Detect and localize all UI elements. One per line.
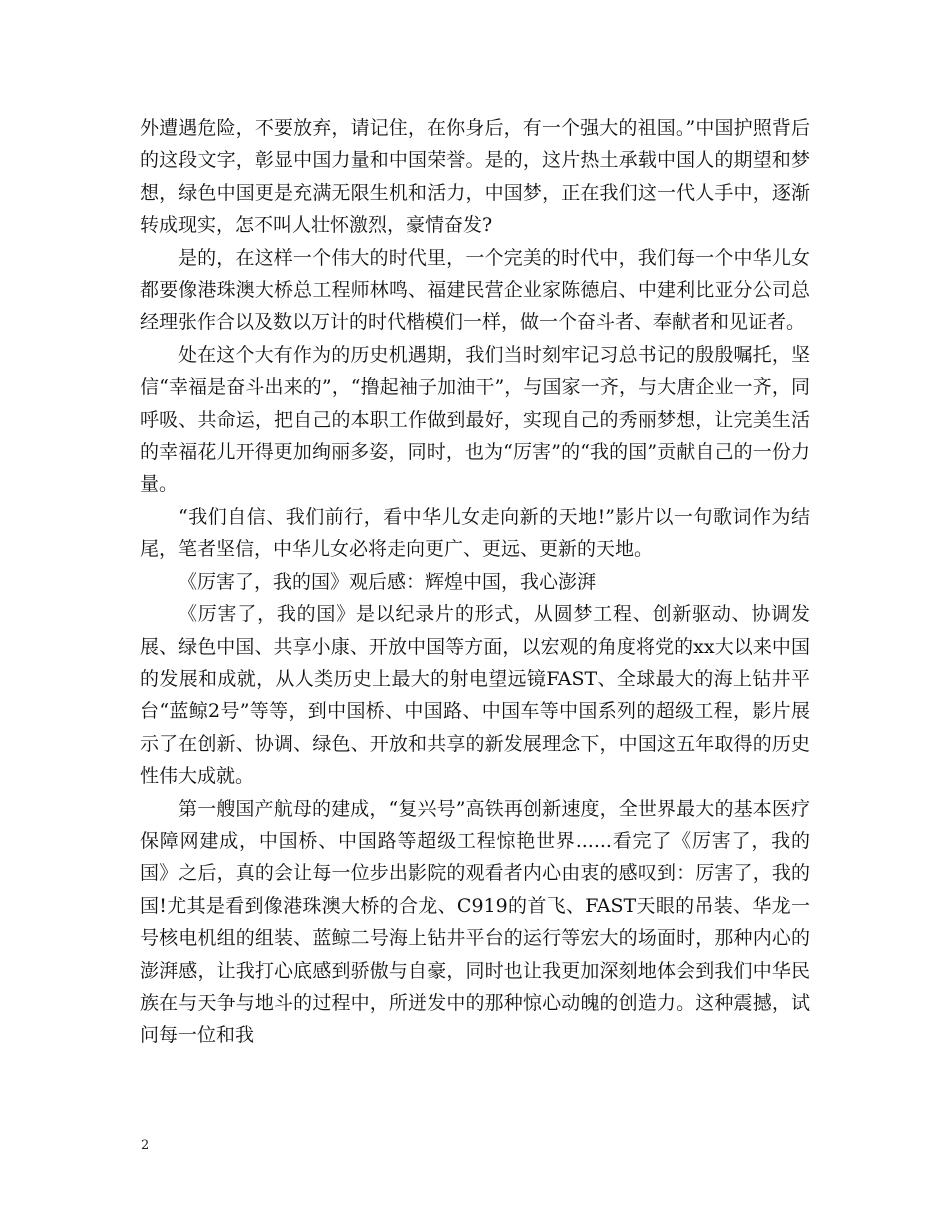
paragraph: 《厉害了，我的国》是以纪录片的形式，从圆梦工程、创新驱动、协调发展、绿色中国、共享小康、开放中国等方面，以宏观的角度将党的xx大以来中国的发展和成就，从人类历史上最大的射电望远镜FAST、全球最大的海上钻井平台“蓝鲸2号”等等，到中国桥、中国路、中国车等中国系列的超级工程，影片展示了在创新、协调、绿色、开放和共享的新发展理念下，中国这五年取得的历史性伟大成就。 bbox=[140, 603, 810, 788]
paragraph: 第一艘国产航母的建成，“复兴号”高铁再创新速度，全世界最大的基本医疗保障网建成，中国桥、中国路等超级工程惊艳世界......看完了《厉害了，我的国》之后，真的会让每一位步出影院的观看者内心由衷的感叹到：厉害了，我的国!尤其是看到像港珠澳大桥的合龙、C919的首飞、FAST天眼的吊装、华龙一号核电机组的组装、蓝鲸二号海上钻井平台的运行等宏大的场面时，那种内心的澎湃感，让我打心底感到骄傲与自豪，同时也让我更加深刻地体会到我们中华民族在与天争与地斗的过程中，所迸发中的那种惊心动魄的创造力。这种震撼，试问每一位和我 bbox=[140, 797, 810, 1047]
paragraph: 处在这个大有作为的历史机遇期，我们当时刻牢记习总书记的殷殷嘱托，坚信“幸福是奋斗出来的”，“撸起袖子加油干”，与国家一齐，与大唐企业一齐，同呼吸、共命运，把自己的本职工作做到最好，实现自己的秀丽梦想，让完美生活的幸福花儿开得更加绚丽多姿，同时，也为“厉害”的“我的国”贡献自己的一份力量。 bbox=[140, 343, 810, 496]
page-number: 2 bbox=[141, 1138, 150, 1153]
paragraph: 是的，在这样一个伟大的时代里，一个完美的时代中，我们每一个中华儿女都要像港珠澳大桥总工程师林鸣、福建民营企业家陈德启、中建利比亚分公司总经理张作合以及数以万计的时代楷模们一样，做一个奋斗者、奉献者和见证者。 bbox=[140, 246, 810, 334]
section-heading: 《厉害了，我的国》观后感：辉煌中国，我心澎湃 bbox=[178, 570, 597, 593]
paragraph-continued: 外遭遇危险，不要放弃，请记住，在你身后，有一个强大的祖国。”中国护照背后的这段文字，彰显中国力量和中国荣誉。是的，这片热土承载中国人的期望和梦想，绿色中国更是充满无限生机和活力，中国梦，正在我们这一代人手中，逐渐转成现实，怎不叫人壮怀激烈，豪情奋发? bbox=[140, 117, 810, 237]
body-text bbox=[140, 112, 810, 1052]
paragraph: “我们自信、我们前行，看中华儿女走向新的天地!”影片以一句歌词作为结尾，笔者坚信，中华儿女必将走向更广、更远、更新的天地。 bbox=[140, 505, 810, 561]
